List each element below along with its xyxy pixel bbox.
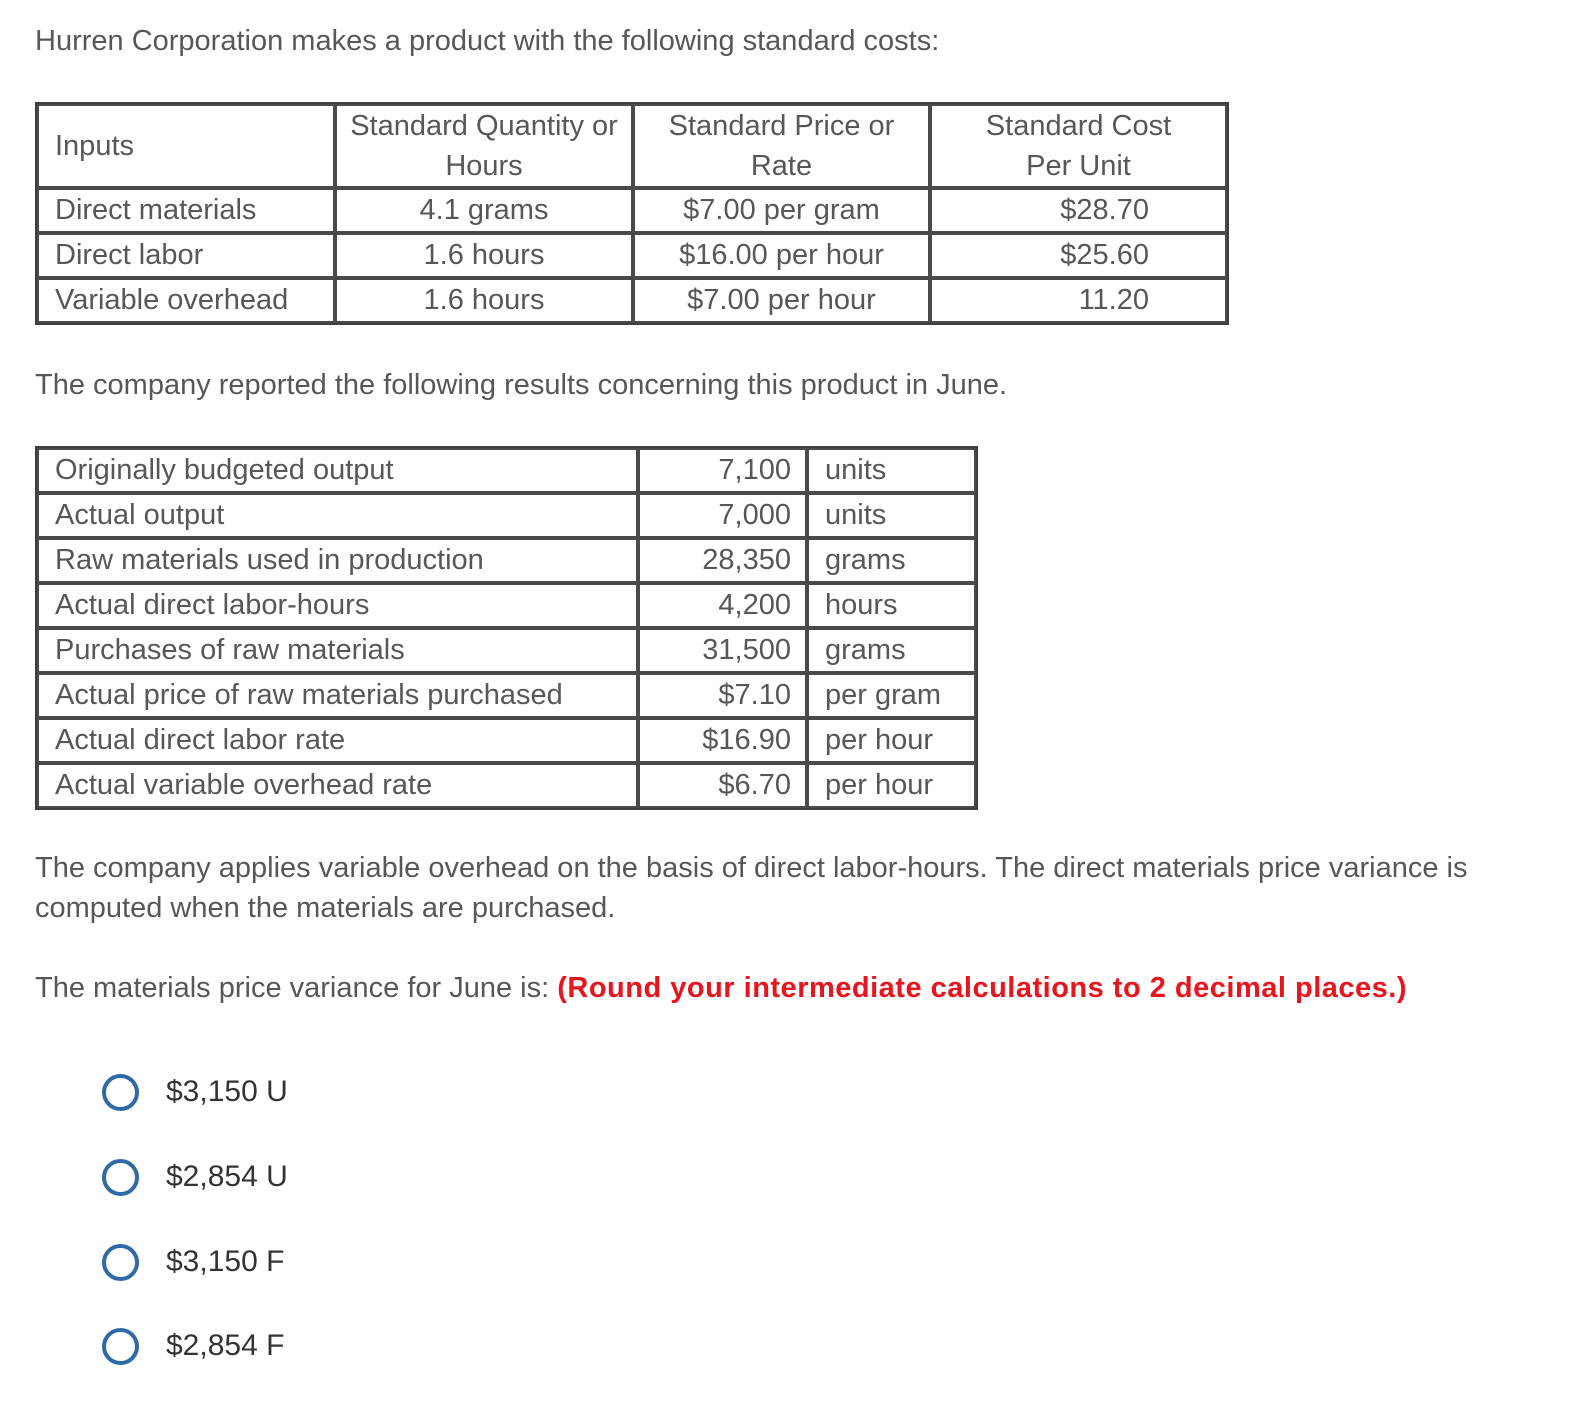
standard-cost: 11.20 [930,278,1227,323]
question-text: The materials price variance for June is: [35,972,550,1004]
header-quantity-line2: Hours [445,150,523,182]
result-unit: grams [807,628,976,673]
header-price-line1: Standard Price or [668,110,895,142]
result-label: Actual variable overhead rate [37,763,638,808]
header-price-line2: Rate [750,150,813,182]
table-row [37,233,1227,278]
result-unit: units [807,448,976,493]
result-unit: per hour [807,718,976,763]
answer-option-4[interactable] [102,1323,284,1369]
table-row [37,763,976,808]
answer-option-label: $2,854 F [166,1329,285,1362]
result-value: 4,200 [638,583,807,628]
answer-option-label: $2,854 U [166,1160,288,1193]
input-name: Variable overhead [37,278,335,323]
standard-cost: $28.70 [930,188,1227,233]
table-row [37,448,976,493]
answer-option-label: $3,150 F [166,1245,285,1278]
result-unit: units [807,493,976,538]
table-row [37,188,1227,233]
june-results-table [35,446,978,810]
radio-button-icon[interactable] [102,1159,139,1196]
answer-option-3[interactable] [102,1239,284,1285]
standard-quantity: 1.6 hours [335,233,633,278]
table-row [37,583,976,628]
header-inputs: Inputs [37,104,335,188]
result-unit: grams [807,538,976,583]
standard-quantity: 4.1 grams [335,188,633,233]
input-name: Direct labor [37,233,335,278]
answer-option-label: $3,150 U [166,1075,288,1108]
result-value: 7,000 [638,493,807,538]
result-label: Actual direct labor rate [37,718,638,763]
result-label: Actual direct labor-hours [37,583,638,628]
header-standard-price [633,104,930,188]
result-value: $16.90 [638,718,807,763]
table-header-row [37,104,1227,188]
question-prompt [35,968,1407,1008]
result-value: $6.70 [638,763,807,808]
answer-option-1[interactable] [102,1069,288,1115]
header-standard-quantity [335,104,633,188]
table-row [37,718,976,763]
table-row [37,278,1227,323]
table-row [37,673,976,718]
table-row [37,628,976,673]
table-row [37,493,976,538]
radio-button-icon[interactable] [102,1074,139,1111]
standard-cost: $25.60 [930,233,1227,278]
result-label: Actual price of raw materials purchased [37,673,638,718]
standard-price: $16.00 per hour [633,233,930,278]
result-value: 28,350 [638,538,807,583]
result-unit: per gram [807,673,976,718]
input-name: Direct materials [37,188,335,233]
answer-option-2[interactable] [102,1154,288,1200]
intro-text: Hurren Corporation makes a product with the following standard costs: [35,25,940,57]
result-label: Raw materials used in production [37,538,638,583]
standard-price: $7.00 per gram [633,188,930,233]
result-unit: hours [807,583,976,628]
result-label: Purchases of raw materials [37,628,638,673]
standard-price: $7.00 per hour [633,278,930,323]
result-value: 31,500 [638,628,807,673]
rounding-note: (Round your intermediate calculations to 2 decimal places.) [557,972,1407,1004]
result-label: Originally budgeted output [37,448,638,493]
header-standard-cost [930,104,1227,188]
result-unit: per hour [807,763,976,808]
standard-costs-table [35,102,1229,325]
standard-quantity: 1.6 hours [335,278,633,323]
header-cost-line1: Standard Cost [985,110,1172,142]
radio-button-icon[interactable] [102,1328,139,1365]
header-cost-line2: Per Unit [1026,150,1131,182]
table-row [37,538,976,583]
radio-button-icon[interactable] [102,1244,139,1281]
result-label: Actual output [37,493,638,538]
result-value: 7,100 [638,448,807,493]
header-quantity-line1: Standard Quantity or [350,110,618,142]
overhead-basis-text: The company applies variable overhead on the basis of direct labor-hours. The direct materials price variance is computed when the materials are purchased. [35,852,1468,924]
result-value: $7.10 [638,673,807,718]
results-intro-text: The company reported the following results concerning this product in June. [35,369,1008,401]
